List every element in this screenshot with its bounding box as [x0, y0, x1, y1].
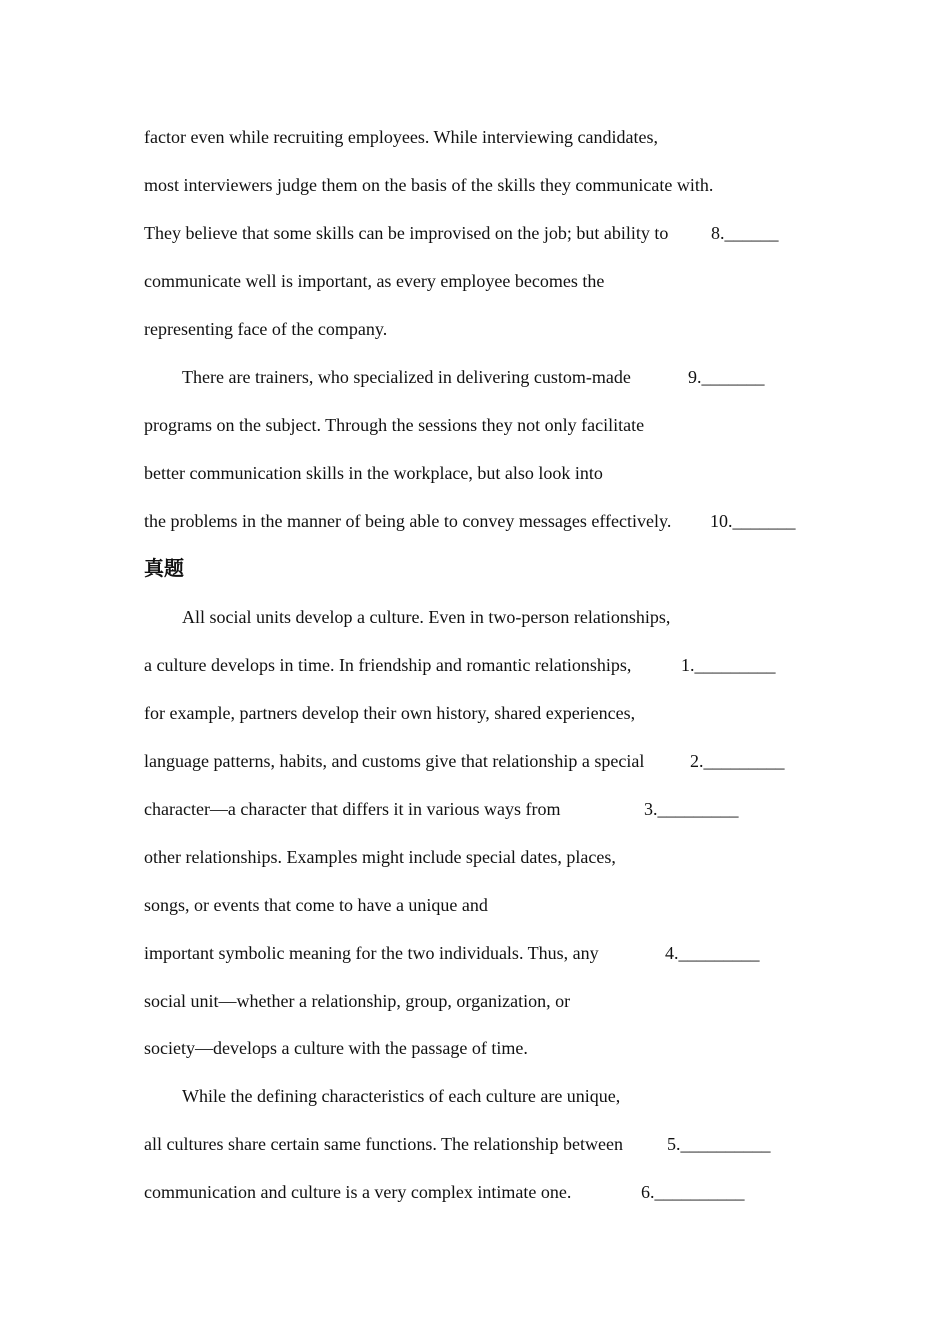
- passage-line: for example, partners develop their own history, shared experiences,: [144, 703, 636, 723]
- passage-line: character—a character that differs it in various ways from: [144, 799, 561, 819]
- answer-blank-5: 5.__________: [667, 1134, 771, 1154]
- answer-blank-6: 6.__________: [641, 1182, 745, 1202]
- passage-line: the problems in the manner of being able to convey messages effectively.: [144, 511, 672, 531]
- passage-line: communication and culture is a very complex intimate one.: [144, 1182, 572, 1202]
- passage-line: programs on the subject. Through the sessions they not only facilitate: [144, 415, 645, 435]
- answer-blank-2: 2._________: [690, 751, 785, 771]
- passage-line: most interviewers judge them on the basis of the skills they communicate with.: [144, 175, 714, 195]
- answer-blank-3: 3._________: [644, 799, 739, 819]
- passage-line: a culture develops in time. In friendship and romantic relationships,: [144, 655, 632, 675]
- passage-line: representing face of the company.: [144, 319, 388, 339]
- passage-line: All social units develop a culture. Even in two-person relationships,: [182, 607, 671, 627]
- passage-line: While the defining characteristics of each culture are unique,: [182, 1086, 621, 1106]
- passage-line: society—develops a culture with the passage of time.: [144, 1038, 528, 1058]
- passage-line: all cultures share certain same functions. The relationship between: [144, 1134, 623, 1154]
- answer-blank-1: 1._________: [681, 655, 776, 675]
- answer-blank-9: 9._______: [688, 367, 765, 387]
- passage-line: other relationships. Examples might include special dates, places,: [144, 847, 616, 867]
- answer-blank-4: 4._________: [665, 943, 760, 963]
- passage-line: better communication skills in the workplace, but also look into: [144, 463, 603, 483]
- passage-line: important symbolic meaning for the two individuals. Thus, any: [144, 943, 599, 963]
- passage-line: language patterns, habits, and customs give that relationship a special: [144, 751, 645, 771]
- answer-blank-10: 10._______: [710, 511, 796, 531]
- passage-line: communicate well is important, as every employee becomes the: [144, 271, 605, 291]
- passage-line: factor even while recruiting employees. While interviewing candidates,: [144, 127, 658, 147]
- passage-line: There are trainers, who specialized in delivering custom-made: [182, 367, 631, 387]
- answer-blank-8: 8.______: [711, 223, 779, 243]
- passage-line: songs, or events that come to have a unique and: [144, 895, 488, 915]
- section-heading: 真题: [144, 556, 184, 580]
- passage-line: social unit—whether a relationship, group, organization, or: [144, 991, 571, 1011]
- passage-line: They believe that some skills can be improvised on the job; but ability to: [144, 223, 669, 243]
